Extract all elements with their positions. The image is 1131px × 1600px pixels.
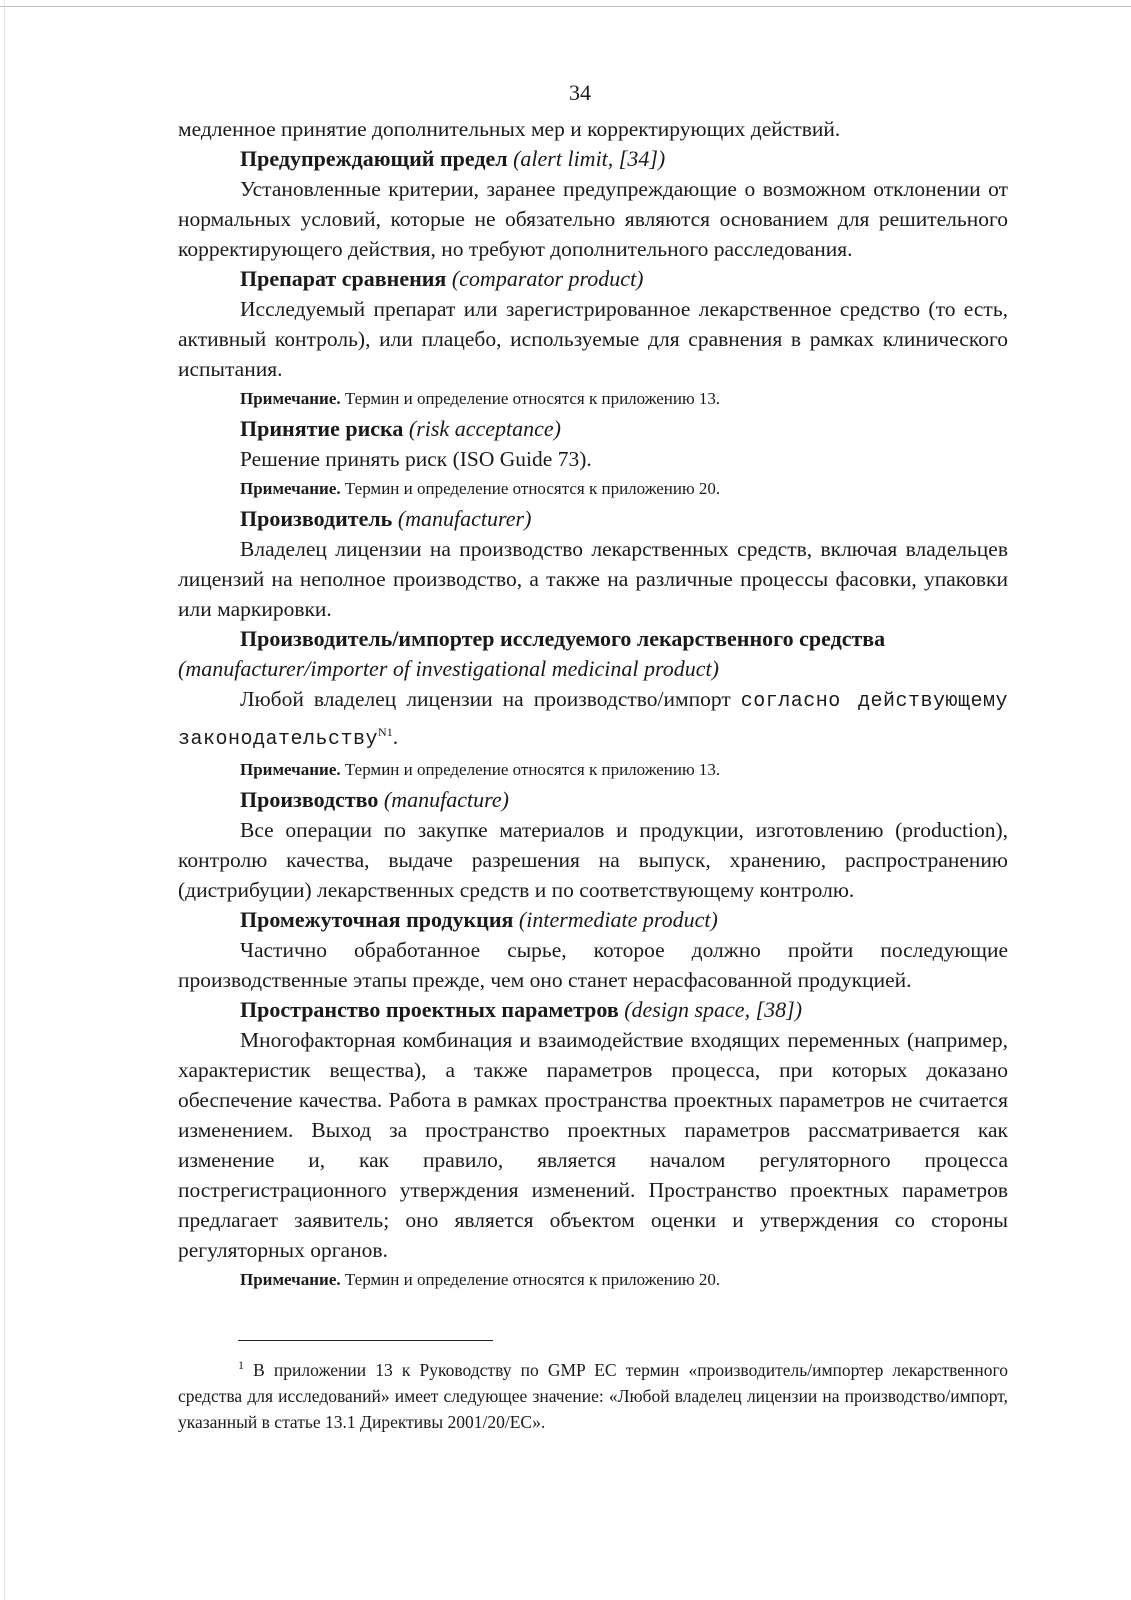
note	[178, 1265, 1008, 1295]
term: Принятие риска	[240, 416, 404, 441]
note-text: Термин и определение относятся к приложению 13.	[344, 389, 721, 408]
term: Производитель	[240, 506, 393, 531]
term-heading	[178, 995, 1008, 1025]
term-heading	[178, 504, 1008, 534]
term: Производство	[240, 787, 379, 813]
term-english: (intermediate product)	[518, 907, 718, 933]
definition: Исследуемый препарат или зарегистрированное лекарственное средство (то есть, активный контроль), или плацебо, используемые для сравнения в рамках клинического испытания.	[178, 297, 1008, 381]
note	[178, 384, 1008, 414]
term-english: (comparator product)	[451, 266, 644, 291]
term-heading	[178, 144, 1008, 174]
note-text: Термин и определение относятся к приложению 20.	[344, 479, 721, 498]
page-number: 34	[569, 80, 591, 105]
term-heading	[178, 624, 1008, 654]
term-english: (alert limit, [34])	[513, 146, 666, 171]
definition: Многофакторная комбинация и взаимодействие входящих переменных (например, характеристик вещества), а также параметров процесса, при которых доказано обеспечение качества. Работа в рамках пространства проектных параметров не считается изменением. Выход за пространство проектных параметров рассматривается как изменение и, как правило, является началом регуляторного процесса пострегистрационного утверждения изменений. Пространство проектных параметров предлагает заявитель; оно является объектом оценки и утверждения со стороны регуляторных органов.	[178, 1028, 1008, 1263]
term-english: (manufacturer/importer of investigational medicinal product)	[178, 656, 719, 681]
footnote-mark: 1	[238, 1358, 244, 1372]
definition: Решение принять риск (ISO Guide 73).	[240, 447, 592, 471]
note	[178, 755, 1008, 785]
scan-edge	[0, 6, 1131, 7]
note-text: Термин и определение относятся к приложению 13.	[344, 760, 721, 780]
term-heading	[178, 905, 1008, 935]
term-heading	[178, 264, 1008, 294]
note	[178, 474, 1008, 504]
definition-typed-text: согласно действующему законодательству	[178, 690, 1008, 752]
footnote-text: В приложении 13 к Руководству по GMP ЕС термин «производитель/импортер лекарственного средства для исследований» имеет следующее значение: «Любой владелец лицензии на производство/импорт, указанный в статье 13.1 Директивы 2001/20/ЕС».	[178, 1359, 1008, 1432]
term: Предупреждающий предел	[240, 146, 508, 171]
paragraph: медленное принятие дополнительных мер и корректирующих действий.	[178, 117, 841, 141]
term: Промежуточная продукция	[240, 907, 514, 933]
term: Препарат сравнения	[240, 266, 447, 291]
term: Пространство проектных параметров	[240, 997, 619, 1023]
note-text: Термин и определение относятся к приложению 20.	[344, 1270, 721, 1290]
term: Производитель/импортер исследуемого лекарственного средства	[240, 626, 886, 651]
definition: Установленные критерии, заранее предупреждающие о возможном отклонении от нормальных условий, которые не обязательно являются основанием для решительного корректирующего действия, но требуют дополнительного расследования.	[178, 177, 1008, 261]
footnote-separator	[238, 1340, 493, 1341]
term-english: (risk acceptance)	[408, 416, 561, 441]
note-label: Примечание.	[240, 389, 341, 408]
term-heading	[178, 414, 1008, 444]
note-label: Примечание.	[240, 1270, 341, 1290]
definition: Все операции по закупке материалов и продукции, изготовлению (production), контролю качества, выдаче разрешения на выпуск, хранению, распространению (дистрибуции) лекарственных средств и по соответствующему контролю.	[178, 818, 1008, 903]
definition	[178, 684, 1008, 755]
term-heading	[178, 785, 1008, 815]
footnote-ref: N1	[378, 725, 393, 739]
term-english: (design space, [38])	[624, 997, 803, 1023]
definition-text: Любой владелец лицензии на производство/импорт	[240, 687, 731, 711]
term-english: (manufacturer)	[397, 506, 532, 531]
footnote	[178, 1352, 1008, 1435]
definition-end: .	[392, 725, 399, 750]
note-label: Примечание.	[240, 479, 341, 498]
document-body	[178, 114, 1008, 1295]
note-label: Примечание.	[240, 760, 341, 780]
definition: Частично обработанное сырье, которое должно пройти последующие производственные этапы прежде, чем оно станет нерасфасованной продукцией.	[178, 938, 1008, 993]
term-english: (manufacture)	[383, 787, 509, 813]
scan-edge	[4, 0, 5, 1600]
definition: Владелец лицензии на производство лекарственных средств, включая владельцев лицензий на неполное производство, а также на различные процессы фасовки, упаковки или маркировки.	[178, 537, 1008, 621]
